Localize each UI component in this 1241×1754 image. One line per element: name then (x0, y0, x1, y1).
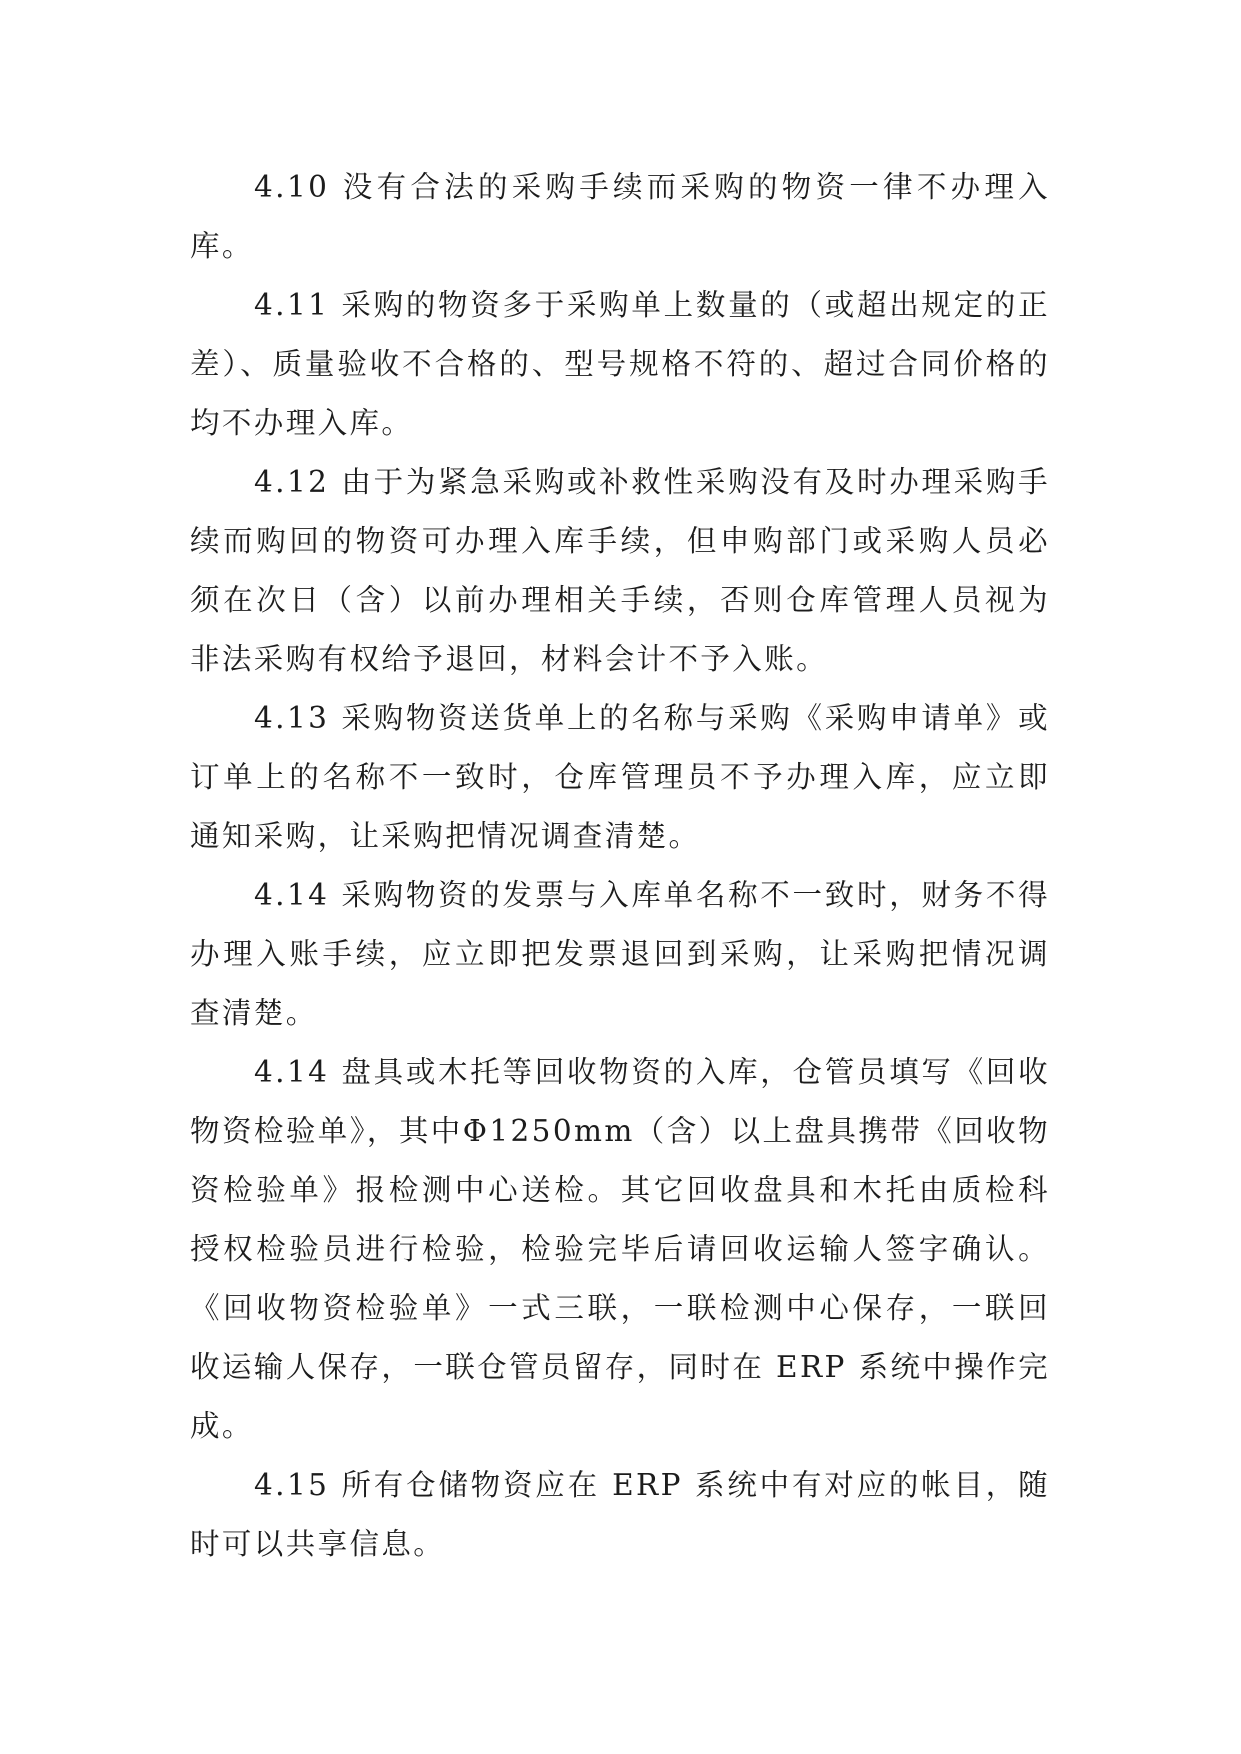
document-body (190, 158, 1050, 1574)
paragraph-4-12: 4.12 由于为紧急采购或补救性采购没有及时办理采购手续而购回的物资可办理入库手续，但申购部门或采购人员必须在次日（含）以前办理相关手续，否则仓库管理人员视为非法采购有权给予退回，材料会计不予入账。 (190, 465, 1050, 676)
paragraph-4-10: 4.10 没有合法的采购手续而采购的物资一律不办理入库。 (190, 170, 1050, 263)
paragraph-4-14-recycled: 4.14 盘具或木托等回收物资的入库，仓管员填写《回收物资检验单》，其中Φ1250mm（含）以上盘具携带《回收物资检验单》报检测中心送检。其它回收盘具和木托由质检科授权检验员进行检验，检验完毕后请回收运输人签字确认。《回收物资检验单》一式三联，一联检测中心保存，一联回收运输人保存，一联仓管员留存，同时在 ERP 系统中操作完成。 (190, 1055, 1050, 1443)
paragraph-4-13: 4.13 采购物资送货单上的名称与采购《采购申请单》或订单上的名称不一致时，仓库管理员不予办理入库，应立即通知采购，让采购把情况调查清楚。 (190, 701, 1050, 853)
paragraph-4-15: 4.15 所有仓储物资应在 ERP 系统中有对应的帐目，随时可以共享信息。 (190, 1468, 1050, 1561)
paragraph-4-11: 4.11 采购的物资多于采购单上数量的（或超出规定的正差）、质量验收不合格的、型号规格不符的、超过合同价格的均不办理入库。 (190, 288, 1050, 440)
paragraph-4-14-invoice: 4.14 采购物资的发票与入库单名称不一致时，财务不得办理入账手续，应立即把发票退回到采购，让采购把情况调查清楚。 (190, 878, 1050, 1030)
